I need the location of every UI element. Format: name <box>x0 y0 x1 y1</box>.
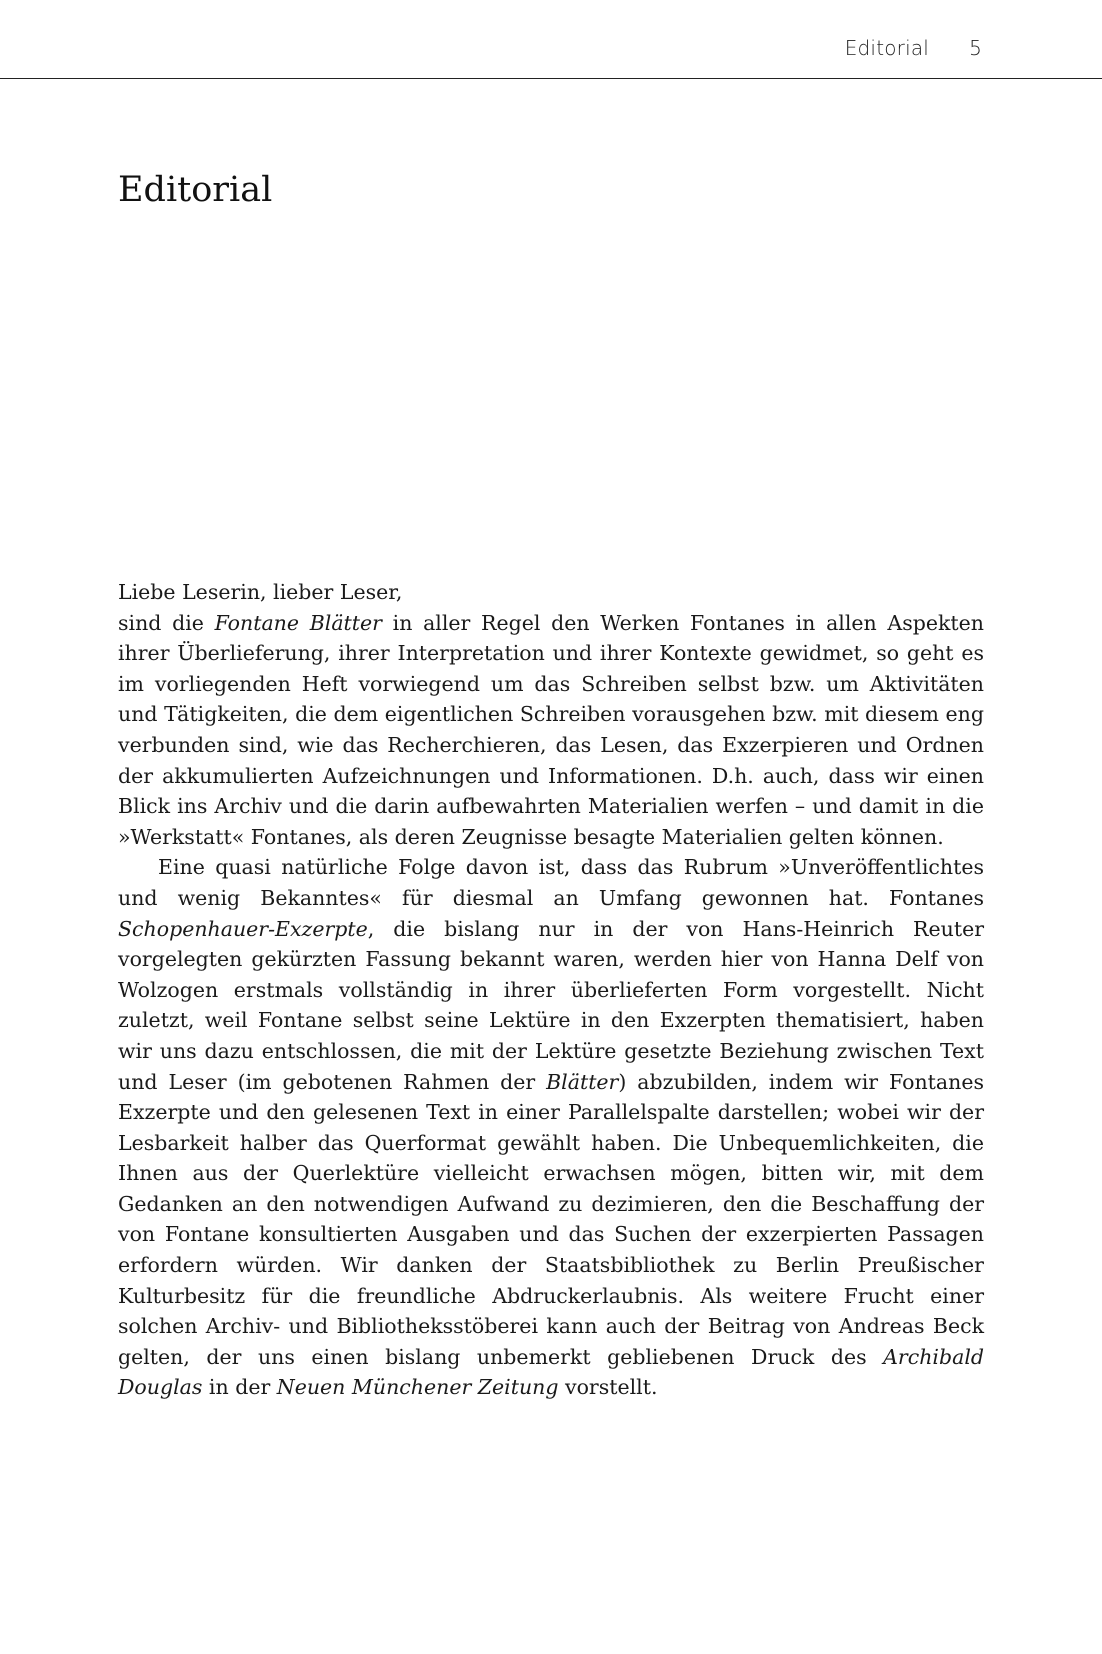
paragraph-1-text-1: sind die <box>118 610 215 635</box>
paragraph-2-text-4: in der <box>202 1375 277 1400</box>
header-rule <box>0 78 1102 79</box>
paragraph-1-text-2: in aller Regel den Werken Fontanes in allen Aspekten ihrer Überlieferung, ihrer Interpretation und ihrer Kontexte gewidmet, so geht es im vorliegenden Heft vorwiegend um das Schreiben selbst bzw. um Aktivitäten und Tätigkeiten, die dem eigentlichen Schreiben vorausgehen bzw. mit diesem eng verbunden sind, wie das Recherchieren, das Lesen, das Exzerpieren und Ordnen der akkumulierten Aufzeichnungen und Informationen. D.h. auch, dass wir einen Blick ins Archiv und die darin aufbewahrten Materialien werfen – und damit in die »Werkstatt« Fontanes, als deren Zeugnisse besagte Materialien gelten können. <box>118 610 984 849</box>
paragraph-2-text-5: vorstellt. <box>558 1375 658 1400</box>
paragraph-2-italic-3: Archibald Douglas <box>118 1344 984 1400</box>
page-title: Editorial <box>118 170 273 210</box>
page-number: 5 <box>969 36 982 60</box>
paragraph-2-italic-4: Neuen Münchener Zeitung <box>276 1375 559 1400</box>
running-header-section: Editorial <box>844 36 930 60</box>
paragraph-2-text-2: , die bislang nur in der von Hans-Heinrich Reuter vorgelegten gekürzten Fassung bekannt waren, werden hier von Hanna Delf von Wolzogen erstmals vollständig in ihrer überlieferten Form vorgestellt. Nicht zuletzt, weil Fontane selbst seine Lektüre in den Exzerpten thematisiert, haben wir uns dazu entschlossen, die mit der Lektüre gesetzte Beziehung zwischen Text und Leser (im gebotenen Rahmen der <box>118 916 984 1094</box>
paragraph-1-italic-1: Fontane Blätter <box>214 610 382 635</box>
paragraph-2-text-3: ) abzubilden, indem wir Fontanes Exzerpte und den gelesenen Text in einer Parallelspalte darstellen; wobei wir der Lesbarkeit halber das Querformat gewählt haben. Die Unbequemlichkeiten, die Ihnen aus der Querlektüre vielleicht erwachsen mögen, bitten wir, mit dem Gedanken an den notwendigen Aufwand zu dezimieren, den die Beschaffung der von Fontane konsultierten Ausgaben und das Suchen der exzerpierten Passagen erfordern würden. Wir danken der Staatsbibliothek zu Berlin Preußischer Kulturbesitz für die freundliche Abdruckerlaubnis. Als weitere Frucht einer solchen Archiv- und Bibliotheksstöberei kann auch der Beitrag von Andreas Beck gelten, der uns einen bislang unbemerkt gebliebenen Druck des <box>118 1069 984 1369</box>
paragraph-2 <box>118 852 984 1403</box>
salutation: Liebe Leserin, lieber Leser, <box>118 580 403 604</box>
paragraph-2-italic-2: Blätter <box>546 1069 619 1094</box>
paragraph-2-italic-1: Schopenhauer-Exzerpte <box>118 916 368 941</box>
running-header <box>845 36 982 60</box>
paragraph-2-text-1: Eine quasi natürliche Folge davon ist, dass das Rubrum »Unveröffentlichtes und wenig Bekanntes« für diesmal an Umfang gewonnen hat. Fontanes <box>118 855 984 910</box>
paragraph-1 <box>118 608 984 853</box>
body-text <box>118 577 984 1403</box>
